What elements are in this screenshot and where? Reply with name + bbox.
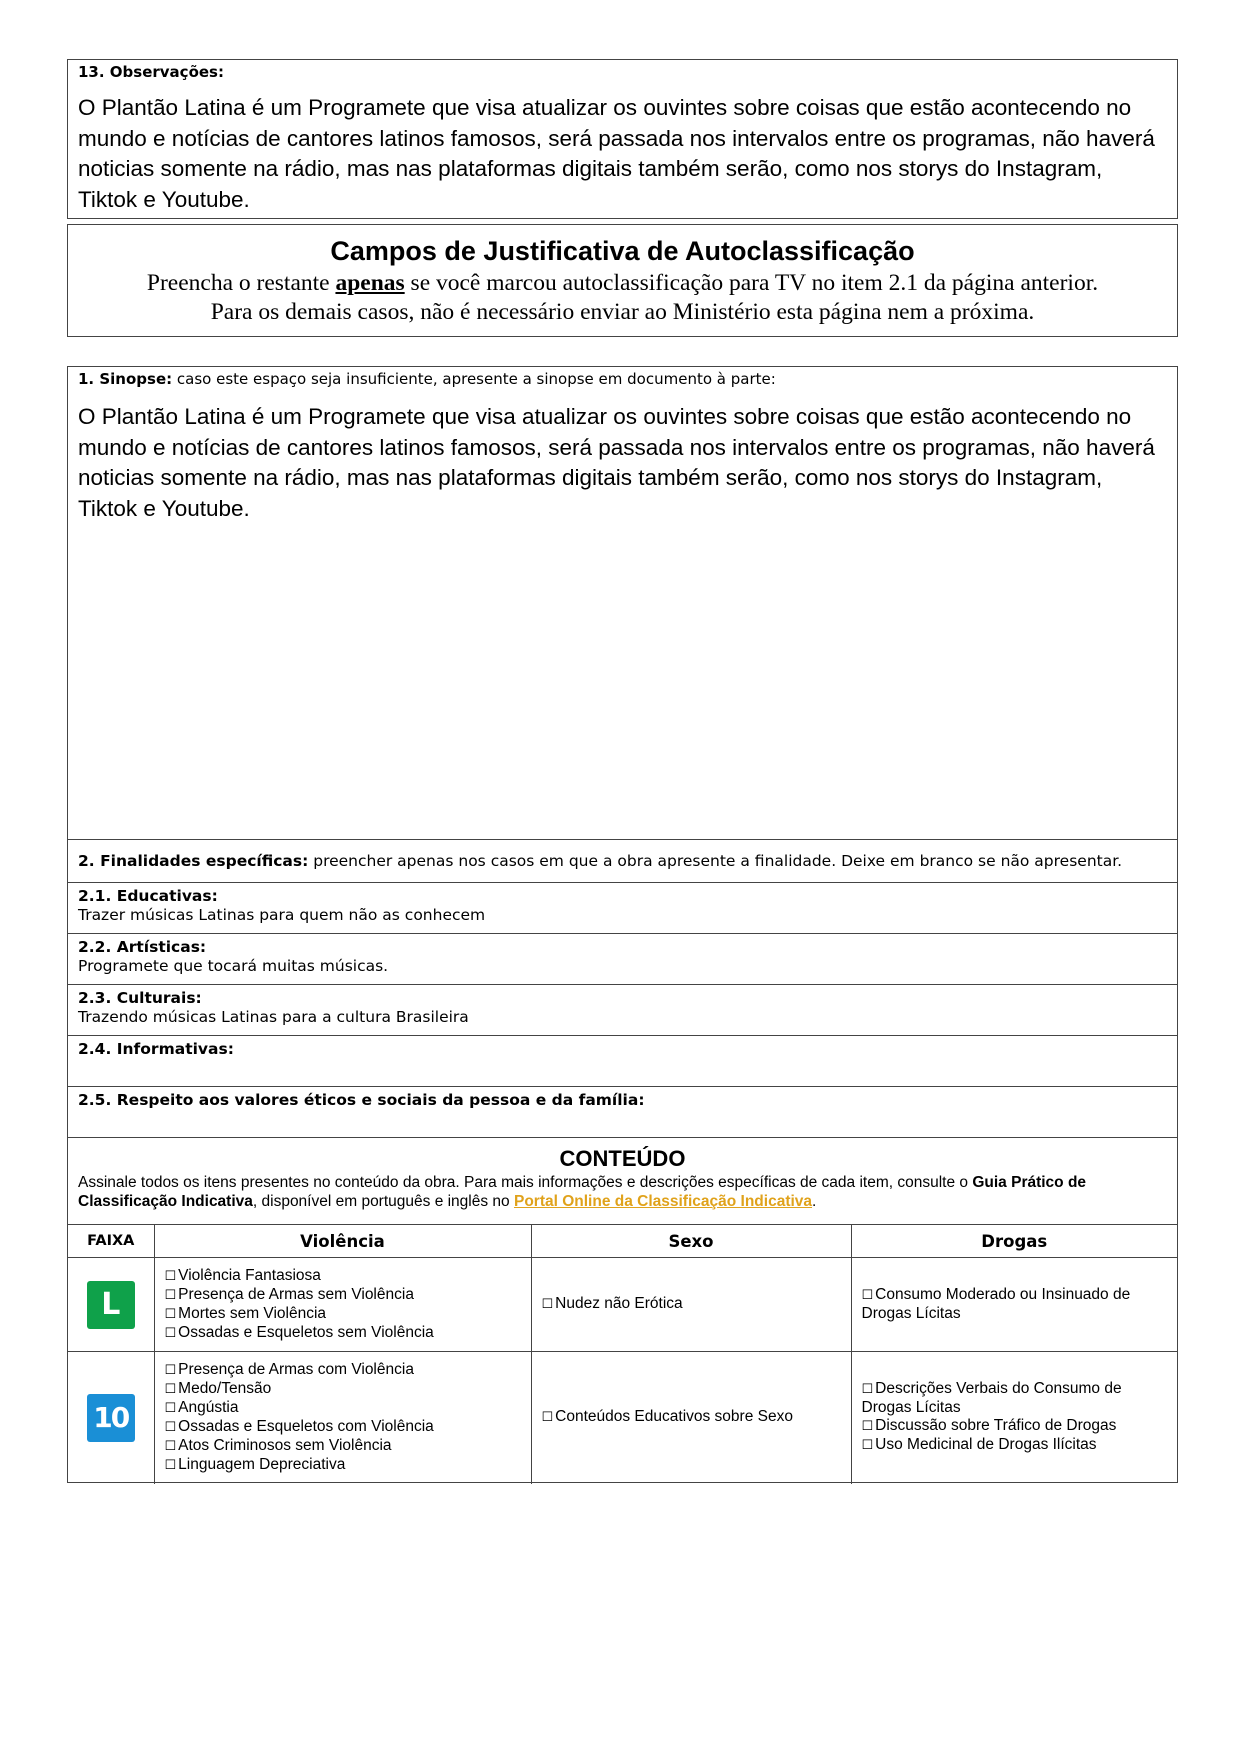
checkbox-item[interactable] (165, 1380, 521, 1399)
finalidade-artisticas-value[interactable]: Programete que tocará muitas músicas. (78, 957, 389, 975)
rating-10-badge-icon: 10 (87, 1394, 135, 1442)
checkbox-item[interactable] (165, 1305, 521, 1324)
campos-instruction-2: Para os demais casos, não é necessário enviar ao Ministério esta página nem a próxima. (210, 299, 1035, 325)
faixa-l-row (68, 1258, 1177, 1352)
checkbox-item[interactable] (165, 1456, 521, 1475)
checkbox-icon[interactable]: ☐ (164, 1362, 177, 1378)
checkbox-label: Descrições Verbais do Consumo de Drogas Lícitas (861, 1380, 1122, 1417)
checkbox-label: Nudez não Erótica (555, 1295, 683, 1312)
finalidade-educativas-title: 2.1. Educativas: (78, 887, 218, 905)
checkbox-item[interactable] (165, 1437, 521, 1456)
finalidade-respeito-title: 2.5. Respeito aos valores éticos e sociais da pessoa e da família: (78, 1091, 645, 1109)
faixa-10-cell (68, 1352, 154, 1484)
checkbox-label: Presença de Armas com Violência (178, 1360, 414, 1378)
checkbox-label: Medo/Tensão (178, 1379, 272, 1397)
conteudo-divider (68, 1137, 1177, 1138)
guia-pratico-reference: Guia Prático de Classificação Indicativa (78, 1174, 1087, 1210)
checkbox-item[interactable] (165, 1324, 521, 1343)
finalidade-artisticas-label (78, 938, 206, 956)
checkbox-icon[interactable]: ☐ (861, 1419, 874, 1435)
violencia-l-cell (154, 1258, 531, 1352)
campos-line1-emphasis: apenas (335, 270, 405, 296)
finalidade-informativas-title: 2.4. Informativas: (78, 1040, 234, 1058)
finalidade-culturais-value[interactable]: Trazendo músicas Latinas para a cultura Brasileira (78, 1008, 469, 1026)
campos-justificativa-header (67, 224, 1178, 337)
campos-instruction-1 (68, 270, 1177, 297)
finalidade-respeito-row[interactable] (68, 1086, 1177, 1138)
checkbox-label: Atos Criminosos sem Violência (178, 1436, 392, 1454)
finalidade-culturais-row[interactable] (68, 984, 1177, 1036)
sinopse-label (78, 370, 776, 388)
sexo-10-cell (531, 1352, 851, 1484)
finalidades-label (78, 852, 1122, 870)
conteudo-description (78, 1173, 1169, 1211)
checkbox-icon[interactable]: ☐ (164, 1268, 177, 1284)
checkbox-item[interactable] (862, 1380, 1168, 1417)
finalidades-header-row (68, 839, 1177, 883)
checkbox-icon[interactable]: ☐ (541, 1410, 554, 1426)
faixa-10-row (68, 1352, 1177, 1484)
violencia-header: Violência (154, 1225, 531, 1258)
portal-online-link[interactable]: Portal Online da Classificação Indicativa (513, 1193, 813, 1210)
checkbox-icon[interactable]: ☐ (164, 1419, 177, 1435)
checkbox-label: Ossadas e Esqueletos com Violência (178, 1417, 434, 1435)
finalidades-label-title: 2. Finalidades específicas: (78, 852, 309, 870)
conteudo-desc-text-1: Assinale todos os itens presentes no conteúdo da obra. Para mais informações e descrições específicas de cada item, consulte o (78, 1174, 969, 1191)
checkbox-icon[interactable]: ☐ (861, 1438, 874, 1454)
drogas-header: Drogas (851, 1225, 1177, 1258)
rating-l-badge-icon: L (87, 1281, 135, 1329)
classificacao-header-row (68, 1225, 1177, 1258)
finalidade-respeito-label (78, 1091, 645, 1109)
checkbox-item[interactable] (862, 1436, 1168, 1455)
observacoes-section (67, 59, 1178, 219)
checkbox-icon[interactable]: ☐ (861, 1382, 874, 1398)
campos-title: Campos de Justificativa de Autoclassificação (330, 236, 915, 266)
checkbox-item[interactable] (165, 1286, 521, 1305)
finalidade-culturais-title: 2.3. Culturais: (78, 989, 202, 1007)
checkbox-item[interactable] (542, 1408, 841, 1427)
checkbox-label: Violência Fantasiosa (178, 1266, 321, 1284)
sinopse-text-area[interactable]: O Plantão Latina é um Programete que visa atualizar os ouvintes sobre coisas que estão acontecendo no mundo e notícias de cantores latinos famosos, será passada nos intervalos entre os programas, não haverá noticias somente na rádio, mas nas plataformas digitais também serão, como nos storys do Instagram, Tiktok e Youtube. (78, 404, 1155, 521)
drogas-10-cell (851, 1352, 1177, 1484)
finalidade-culturais-label (78, 989, 202, 1007)
checkbox-label: Conteúdos Educativos sobre Sexo (555, 1408, 793, 1426)
checkbox-item[interactable] (165, 1267, 521, 1286)
checkbox-icon[interactable]: ☐ (164, 1400, 177, 1416)
checkbox-label: Presença de Armas sem Violência (178, 1285, 414, 1303)
finalidade-informativas-label (78, 1040, 234, 1058)
conteudo-desc-text-3: . (812, 1193, 817, 1210)
classificacao-table (68, 1224, 1177, 1484)
finalidades-hint: preencher apenas nos casos em que a obra apresente a finalidade. Deixe em branco se não apresentar. (313, 852, 1123, 870)
finalidade-informativas-row[interactable] (68, 1035, 1177, 1087)
conteudo-desc-text-2: , disponível em português e inglês no (252, 1193, 510, 1210)
checkbox-label: Uso Medicinal de Drogas Ilícitas (875, 1436, 1097, 1454)
conteudo-title: CONTEÚDO (559, 1146, 686, 1171)
checkbox-icon[interactable]: ☐ (164, 1306, 177, 1322)
checkbox-item[interactable] (165, 1418, 521, 1437)
checkbox-item[interactable] (165, 1399, 521, 1418)
checkbox-item[interactable] (165, 1361, 521, 1380)
checkbox-label: Linguagem Depreciativa (178, 1455, 346, 1473)
finalidade-educativas-label (78, 887, 218, 905)
checkbox-label: Discussão sobre Tráfico de Drogas (875, 1417, 1117, 1435)
checkbox-label: Mortes sem Violência (178, 1304, 327, 1322)
sexo-header: Sexo (531, 1225, 851, 1258)
checkbox-label: Angústia (178, 1398, 239, 1416)
campos-line1-pre: Preencha o restante (146, 270, 330, 296)
finalidade-artisticas-row[interactable] (68, 933, 1177, 985)
checkbox-icon[interactable]: ☐ (164, 1438, 177, 1454)
faixa-l-cell (68, 1258, 154, 1352)
checkbox-icon[interactable]: ☐ (164, 1287, 177, 1303)
checkbox-icon[interactable]: ☐ (164, 1381, 177, 1397)
finalidade-educativas-value[interactable]: Trazer músicas Latinas para quem não as conhecem (78, 906, 486, 924)
checkbox-icon[interactable]: ☐ (164, 1325, 177, 1341)
campos-line1-post: se você marcou autoclassificação para TV no item 2.1 da página anterior. (410, 270, 1099, 296)
sinopse-hint: caso este espaço seja insuficiente, apresente a sinopse em documento à parte: (176, 370, 776, 388)
checkbox-icon[interactable]: ☐ (861, 1288, 874, 1303)
checkbox-label: Consumo Moderado ou Insinuado de Drogas Lícitas (861, 1286, 1131, 1322)
checkbox-label: Ossadas e Esqueletos sem Violência (178, 1323, 434, 1341)
sinopse-label-title: 1. Sinopse: (78, 370, 173, 388)
faixa-header: FAIXA (68, 1225, 154, 1258)
violencia-10-cell (154, 1352, 531, 1484)
checkbox-item[interactable] (862, 1286, 1168, 1323)
drogas-l-cell (851, 1258, 1177, 1352)
justificativa-form (67, 366, 1178, 1483)
observacoes-text[interactable]: O Plantão Latina é um Programete que visa atualizar os ouvintes sobre coisas que estão acontecendo no mundo e notícias de cantores latinos famosos, será passada nos intervalos entre os programas, não haverá noticias somente na rádio, mas nas plataformas digitais também serão, como nos storys do Instagram, Tiktok e Youtube. (78, 95, 1155, 212)
checkbox-icon[interactable]: ☐ (164, 1457, 177, 1473)
checkbox-item[interactable] (862, 1417, 1168, 1436)
finalidade-artisticas-title: 2.2. Artísticas: (78, 938, 207, 956)
observacoes-label: 13. Observações: (78, 63, 224, 81)
checkbox-item[interactable] (542, 1295, 841, 1314)
finalidade-educativas-row[interactable] (68, 882, 1177, 934)
sexo-l-cell (531, 1258, 851, 1352)
checkbox-icon[interactable]: ☐ (541, 1297, 554, 1312)
